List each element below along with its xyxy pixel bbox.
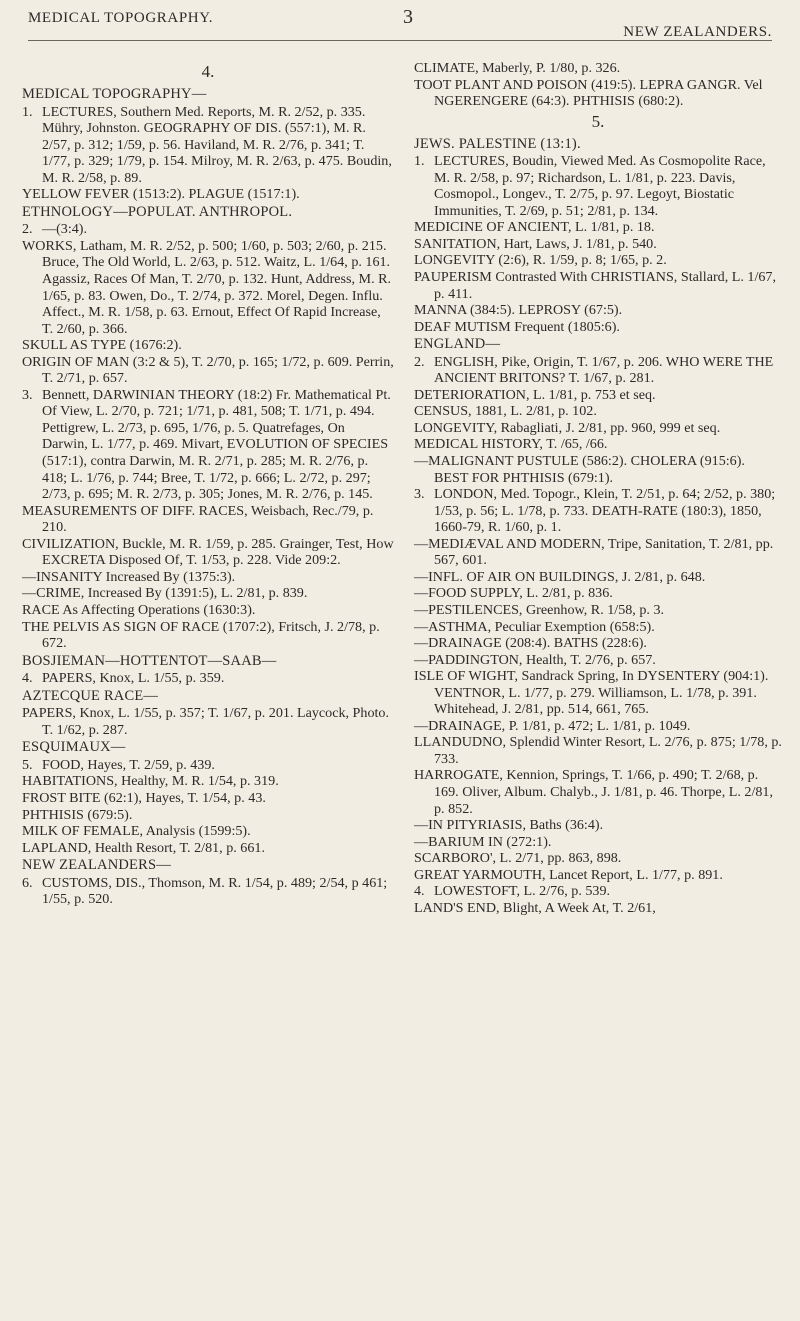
entry-text: LECTURES, Southern Med. Reports, M. R. 2/52, p. 335. Mühry, Johnston. GEOGRAPHY OF DIS. (557:1), M. R. 2/57, p. 312; 1/59, p. 56. Haviland, M. R. 2/76, p. 341; T. 1/77, p. 329; 1/79, p. 154. Milroy, M. R. 2/63, p. 475. Boudin, M. R. 2/58, p. 89. (42, 103, 392, 186)
index-entry: —PESTILENCES, Greenhow, R. 1/58, p. 3. (414, 601, 665, 618)
entry-text: LECTURES, Boudin, Viewed Med. As Cosmopolite Race, M. R. 2/58, p. 97; Richardson, L. 1/81, p. 223. Davis, Cosmopol., Longev., T. 2/75, p. 97. Legoyt, Biostatic Immunities, T. 2/69, p. 51; 2/81, p. 134. (434, 153, 766, 219)
numbered-entry (22, 104, 394, 187)
index-entry: —FOOD SUPPLY, L. 2/81, p. 836. (414, 585, 613, 602)
entry-number: 5. (22, 756, 33, 773)
entry-text: Bennett, DARWINIAN THEORY (18:2) Fr. Mathematical Pt. Of View, L. 2/70, p. 721; 1/71, p. 481, 508; T. 1/71, p. 494. Pettigrew, L. 2/73, p. 695, 1/76, p. 5. Quatrefages, On Darwin, L. 1/77, p. 469. Mivart, EVOLUTION OF SPECIES (517:1), contra Darwin, M. R. 2/71, p. 285; M. R. 2/76, p. 418; L. 1/76, p. 744; Bree, T. 1/72, p. 666; L. 2/72, p. 297; 2/73, p. 695; M. R. 2/73, p. 305; Jones, M. R. 2/76, p. 145. (42, 386, 391, 503)
index-entry: LONGEVITY (2:6), R. 1/59, p. 8; 1/65, p. 2. (414, 252, 667, 269)
subject-heading: NEW ZEALANDERS— (22, 857, 171, 874)
index-entry: —ASTHMA, Peculiar Exemption (658:5). (414, 618, 655, 635)
entry-number: 1. (414, 153, 425, 170)
index-entry: SANITATION, Hart, Laws, J. 1/81, p. 540. (414, 235, 657, 252)
section-number: 5. (591, 111, 605, 131)
index-entry: LAPLAND, Health Resort, T. 2/81, p. 661. (22, 839, 265, 856)
numbered-entry (22, 670, 394, 687)
index-entry: SKULL AS TYPE (1676:2). (22, 337, 182, 354)
entry-number: 2. (414, 353, 425, 370)
numbered-entry (22, 875, 394, 908)
index-entry: —INSANITY Increased By (1375:3). (22, 568, 236, 585)
index-entry: GREAT YARMOUTH, Lancet Report, L. 1/77, p. 891. (414, 866, 723, 883)
index-entry: MEDICINE OF ANCIENT, L. 1/81, p. 18. (414, 219, 655, 236)
index-entry: CENSUS, 1881, L. 2/81, p. 102. (414, 403, 597, 420)
index-entry: PAUPERISM Contrasted With CHRISTIANS, Stallard, L. 1/67, p. 411. (414, 269, 776, 302)
subject-heading: ENGLAND— (414, 336, 501, 353)
index-entry: —MEDIÆVAL AND MODERN, Tripe, Sanitation, T. 2/81, pp. 567, 601. (414, 535, 774, 569)
index-entry: WORKS, Latham, M. R. 2/52, p. 500; 1/60, p. 503; 2/60, p. 215. Bruce, The Old World, L. 2/63, p. 512. Waitz, L. 1/64, p. 161. Agassiz, Races Of Man, T. 2/70, p. 132. Hunt, Address, M. R. 1/65, p. 83. Owen, Do., T. 2/74, p. 372. Morel, Degen. Influ. Affect., M. R. 1/58, p. 63. Ernout, Effect Of Rapid Increase, T. 2/60, p. 366. (22, 237, 392, 337)
index-entry: RACE As Affecting Operations (1630:3). (22, 601, 256, 618)
left-column (22, 60, 394, 908)
numbered-entry (414, 883, 782, 900)
index-entry: DEAF MUTISM Frequent (1805:6). (414, 318, 620, 335)
index-entry: —MALIGNANT PUSTULE (586:2). CHOLERA (915:6). BEST FOR PHTHISIS (679:1). (414, 453, 745, 486)
entry-text: LONDON, Med. Topogr., Klein, T. 2/51, p. 64; 2/52, p. 380; 1/53, p. 56; L. 1/78, p. 733. DEATH-RATE (180:3), 1850, 1660-79, R. 1/60, p. 1. (434, 486, 776, 536)
index-entry: —DRAINAGE, P. 1/81, p. 472; L. 1/81, p. 1049. (414, 717, 691, 734)
index-entry: THE PELVIS AS SIGN OF RACE (1707:2), Fritsch, J. 2/78, p. 672. (22, 618, 380, 652)
index-entry: —BARIUM IN (272:1). (414, 833, 552, 850)
left-entries (22, 86, 394, 908)
index-entry: —IN PITYRIASIS, Baths (36:4). (414, 817, 604, 834)
index-entry: PHTHISIS (679:5). (22, 806, 133, 823)
entry-text: —(3:4). (42, 221, 88, 238)
entry-text: LOWESTOFT, L. 2/76, p. 539. (434, 883, 611, 900)
subject-heading: AZTECQUE RACE— (22, 687, 159, 704)
index-entry: FROST BITE (62:1), Hayes, T. 1/54, p. 43. (22, 789, 266, 806)
entry-text: PAPERS, Knox, L. 1/55, p. 359. (42, 670, 225, 687)
index-entry: MILK OF FEMALE, Analysis (1599:5). (22, 823, 251, 840)
right-entries (414, 60, 782, 916)
index-entry: LLANDUDNO, Splendid Winter Resort, L. 2/76, p. 875; 1/78, p. 733. (414, 734, 782, 767)
index-entry: HARROGATE, Kennion, Springs, T. 1/66, p. 490; T. 2/68, p. 169. Oliver, Album. Chalyb., J. 1/81, p. 46. Thorpe, L. 2/81, p. 852. (414, 767, 773, 817)
header-rule (28, 40, 772, 41)
index-entry: LAND'S END, Blight, A Week At, T. 2/61, (414, 899, 656, 916)
running-head-left: MEDICAL TOPOGRAPHY. (28, 10, 214, 26)
index-entry: MEDICAL HISTORY, T. /65, /66. (414, 436, 608, 453)
index-entry: ORIGIN OF MAN (3:2 & 5), T. 2/70, p. 165; 1/72, p. 609. Perrin, T. 2/71, p. 657. (22, 353, 394, 387)
subject-heading: BOSJIEMAN—HOTTENTOT—SAAB— (22, 652, 277, 669)
index-entry: PAPERS, Knox, L. 1/55, p. 357; T. 1/67, p. 201. Laycock, Photo. T. 1/62, p. 287. (22, 705, 389, 738)
numbered-entry (22, 387, 394, 503)
index-entry: SCARBORO', L. 2/71, pp. 863, 898. (414, 850, 622, 867)
subject-heading: JEWS. PALESTINE (13:1). (414, 135, 581, 152)
numbered-entry (414, 153, 782, 219)
running-head-right: NEW ZEALANDERS. (623, 24, 772, 40)
entry-number: 1. (22, 103, 33, 120)
entry-number: 4. (414, 883, 425, 900)
right-column (414, 60, 782, 916)
entry-number: 2. (22, 221, 33, 238)
index-entry: TOOT PLANT AND POISON (419:5). LEPRA GANGR. Vel NGERENGERE (64:3). PHTHISIS (680:2). (414, 76, 763, 110)
index-entry: HABITATIONS, Healthy, M. R. 1/54, p. 319. (22, 773, 279, 790)
running-head (28, 6, 772, 40)
section-number: 4. (201, 62, 215, 81)
numbered-entry (414, 486, 782, 536)
index-entry: —CRIME, Increased By (1391:5), L. 2/81, p. 839. (22, 585, 308, 602)
page-number: 3 (403, 6, 413, 28)
index-entry: ISLE OF WIGHT, Sandrack Spring, In DYSENTERY (904:1). VENTNOR, L. 1/77, p. 279. Williamson, L. 1/78, p. 391. Whitehead, J. 2/81, pp. 514, 661, 765. (414, 668, 769, 718)
entry-text: FOOD, Hayes, T. 2/59, p. 439. (42, 756, 215, 773)
index-entry: MANNA (384:5). LEPROSY (67:5). (414, 302, 623, 319)
index-entry: CLIMATE, Maberly, P. 1/80, p. 326. (414, 60, 621, 76)
entry-number: 3. (414, 486, 425, 503)
numbered-entry (22, 221, 394, 238)
entry-number: 6. (22, 874, 33, 891)
subject-heading: MEDICAL TOPOGRAPHY— (22, 86, 207, 102)
index-entry: MEASUREMENTS OF DIFF. RACES, Weisbach, Rec./79, p. 210. (22, 502, 374, 536)
numbered-entry (22, 757, 394, 774)
entry-text: CUSTOMS, DIS., Thomson, M. R. 1/54, p. 489; 2/54, p 461; 1/55, p. 520. (42, 874, 388, 908)
index-entry: DETERIORATION, L. 1/81, p. 753 et seq. (414, 386, 656, 403)
numbered-entry (414, 354, 782, 387)
entry-number: 3. (22, 386, 33, 403)
index-entry: YELLOW FEVER (1513:2). PLAGUE (1517:1). (22, 186, 300, 203)
subject-heading: ETHNOLOGY—POPULAT. ANTHROPOL. (22, 203, 293, 220)
subject-heading: ESQUIMAUX— (22, 739, 126, 756)
index-entry: —DRAINAGE (208:4). BATHS (228:6). (414, 635, 647, 652)
index-entry: LONGEVITY, Rabagliati, J. 2/81, pp. 960, 999 et seq. (414, 419, 721, 436)
entry-number: 4. (22, 670, 33, 687)
index-entry: —INFL. OF AIR ON BUILDINGS, J. 2/81, p. 648. (414, 568, 706, 585)
index-entry: —PADDINGTON, Health, T. 2/76, p. 657. (414, 651, 656, 668)
entry-text: ENGLISH, Pike, Origin, T. 1/67, p. 206. WHO WERE THE ANCIENT BRITONS? T. 1/67, p. 281. (434, 353, 774, 387)
index-entry: CIVILIZATION, Buckle, M. R. 1/59, p. 285. Grainger, Test, How EXCRETA Disposed Of, T. 1/53, p. 228. Vide 209:2. (22, 535, 394, 569)
